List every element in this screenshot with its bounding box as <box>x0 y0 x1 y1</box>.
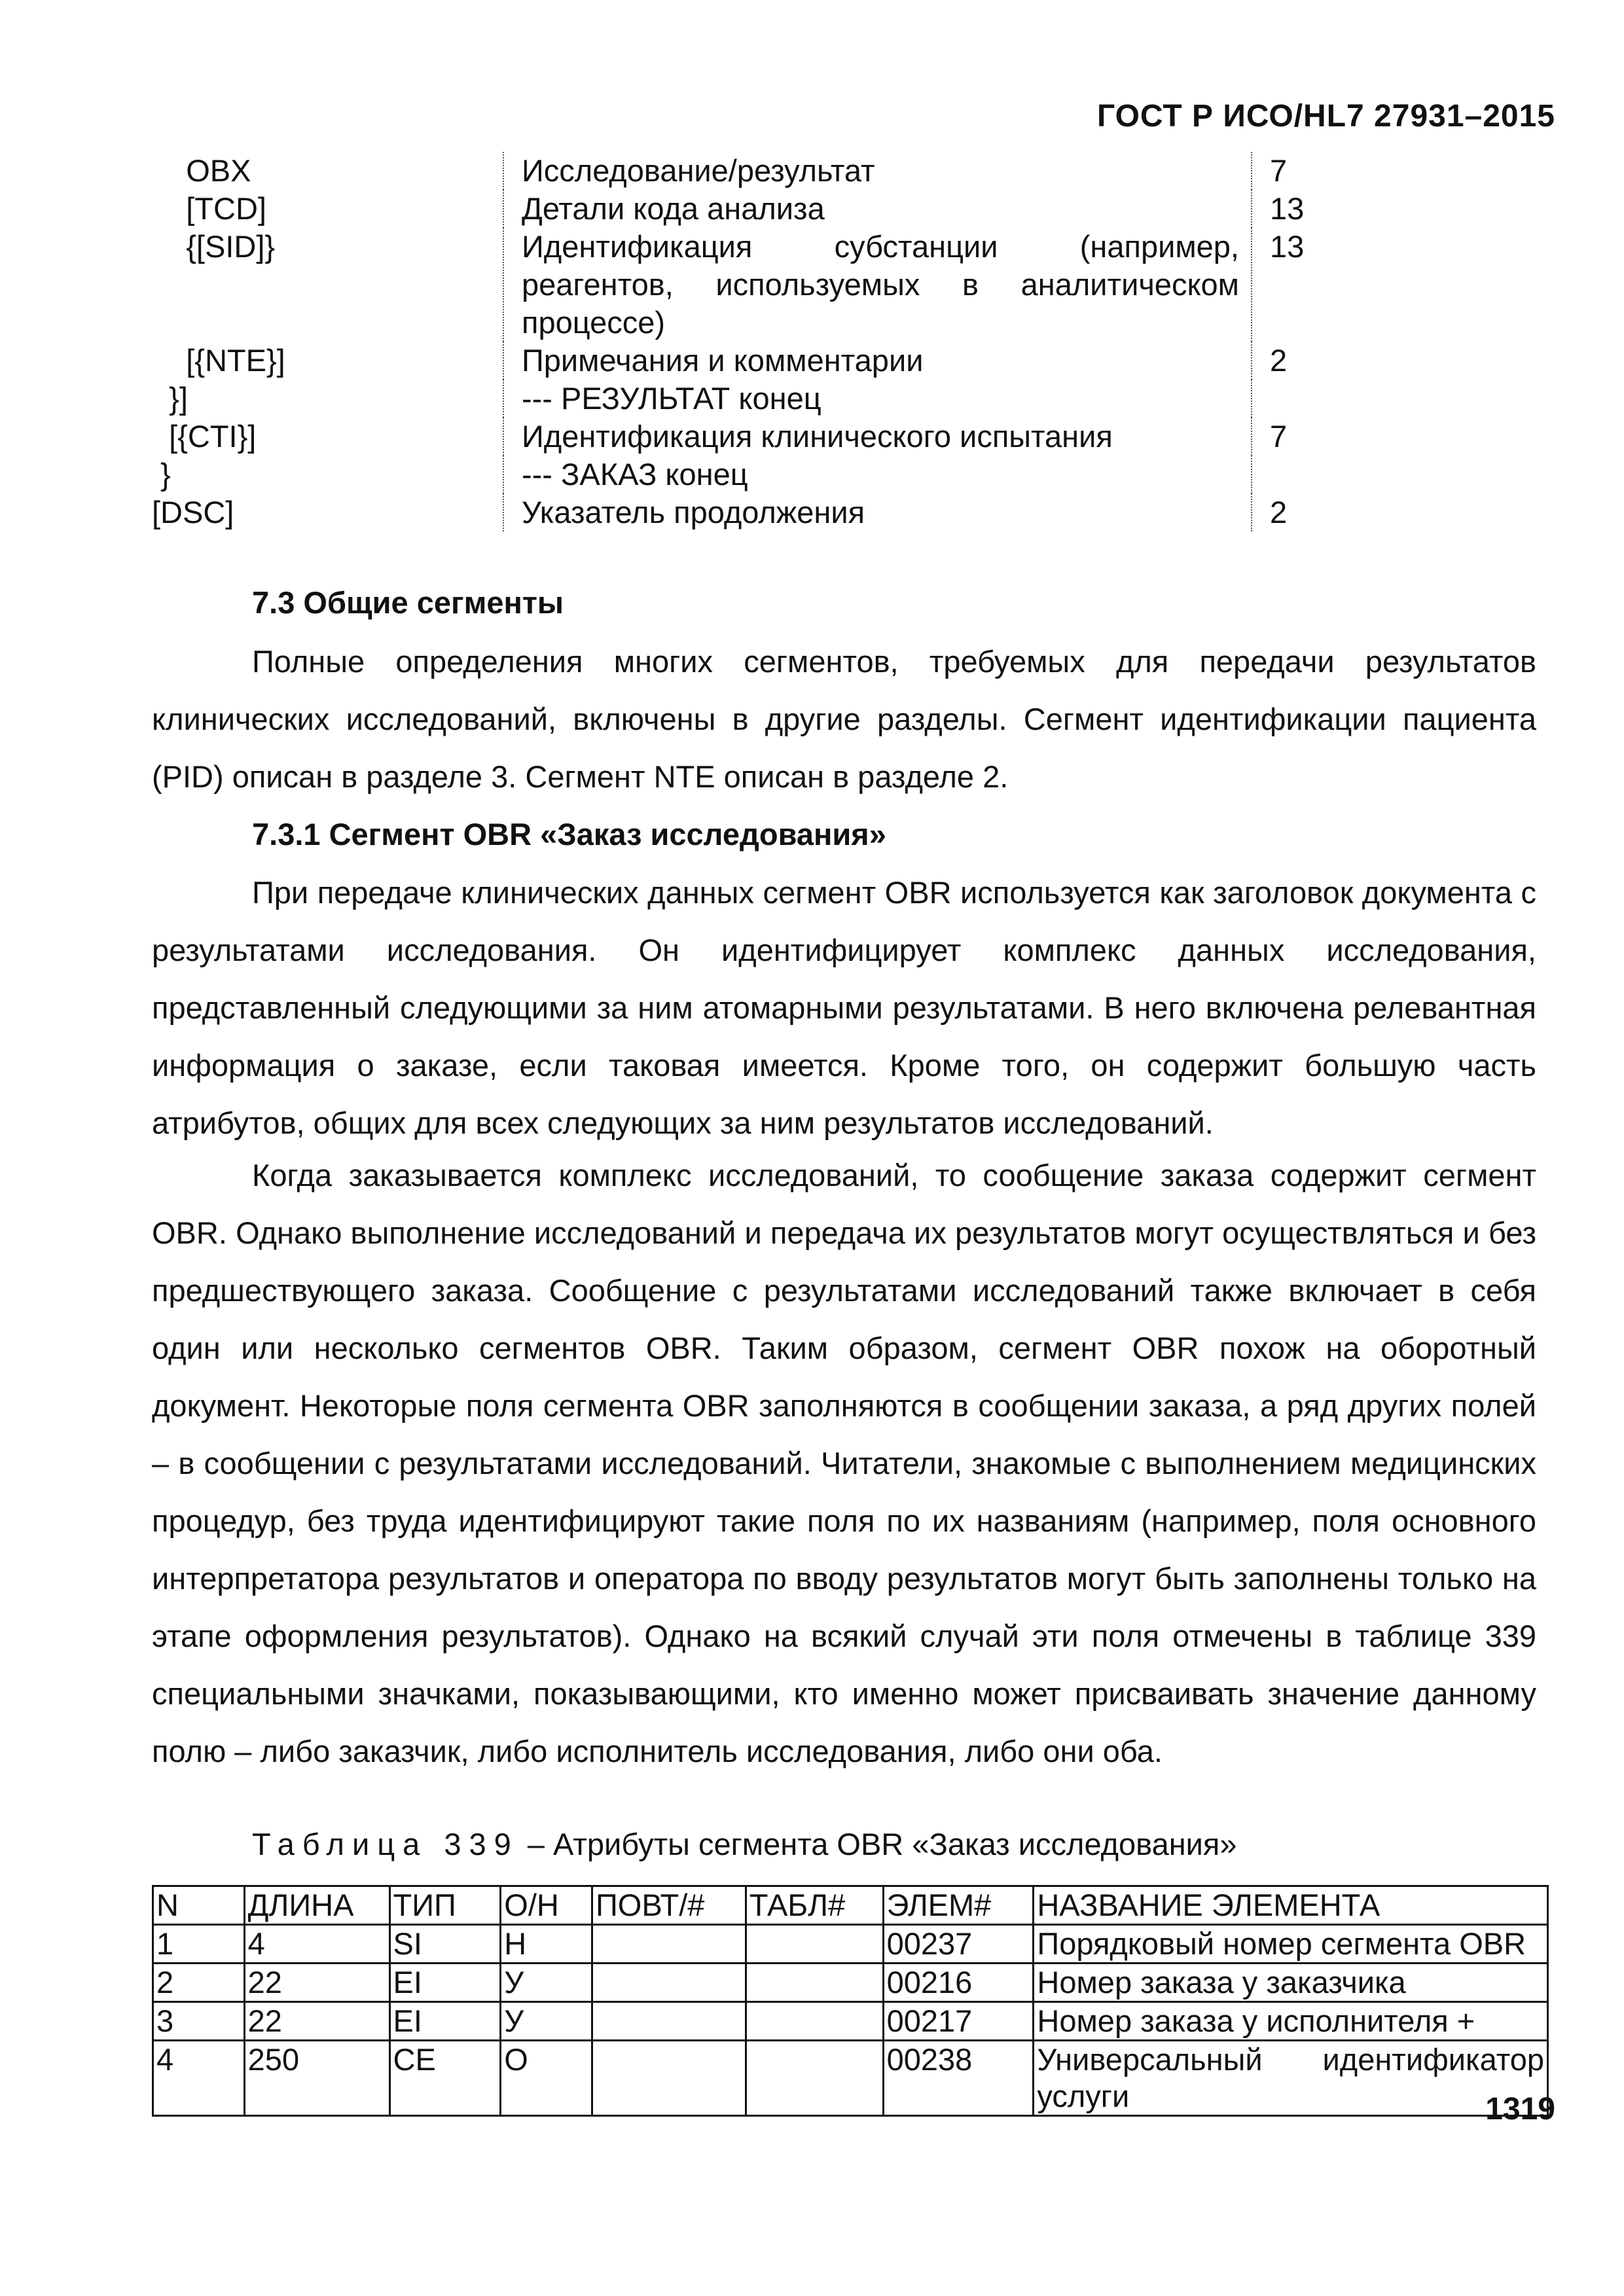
table-caption-label: Таблица 339 <box>252 1827 519 1861</box>
segment-structure-table <box>152 152 1348 531</box>
table-cell: Н <box>501 1925 592 1964</box>
table-cell: У <box>501 2002 592 2041</box>
table-cell <box>746 1925 883 1964</box>
table-cell: 00237 <box>883 1925 1034 1964</box>
table-cell <box>746 1964 883 2002</box>
table-cell: О <box>501 2041 592 2116</box>
column-header: ТИП <box>389 1886 501 1925</box>
segment-section-ref: 13 <box>1252 228 1348 342</box>
segment-description: Указатель продолжения <box>503 493 1252 531</box>
segment-description: --- РЕЗУЛЬТАТ конец <box>503 380 1252 418</box>
table-cell: 00216 <box>883 1964 1034 2002</box>
segment-code: [{CTI}] <box>152 419 257 454</box>
segment-code: OBX <box>152 153 251 188</box>
segment-description: --- ЗАКАЗ конец <box>503 456 1252 493</box>
section-heading-7-3: 7.3 Общие сегменты <box>252 585 564 620</box>
table-row <box>152 190 1348 228</box>
table-cell <box>592 2002 746 2041</box>
column-header: ДЛИНА <box>244 1886 389 1925</box>
table-row <box>152 342 1348 380</box>
page-number: 1319 <box>1485 2092 1555 2126</box>
segment-code: {[SID]} <box>152 229 276 264</box>
table-cell: Универсальный идентификатор услуги <box>1034 2041 1548 2116</box>
table-row <box>152 380 1348 418</box>
segment-description: Идентификация клинического испытания <box>503 418 1252 456</box>
segment-section-ref <box>1252 380 1348 418</box>
segment-code: [DSC] <box>152 495 234 529</box>
table-cell: 3 <box>153 2002 245 2041</box>
table-cell: Номер заказа у исполнителя + <box>1034 2002 1548 2041</box>
segment-section-ref: 2 <box>1252 493 1348 531</box>
obr-attributes-table <box>152 1885 1549 2117</box>
table-cell <box>746 2002 883 2041</box>
table-cell: 4 <box>153 2041 245 2116</box>
table-caption-text: – Атрибуты сегмента OBR «Заказ исследования» <box>518 1827 1237 1861</box>
segment-code: [TCD] <box>152 191 266 226</box>
segment-section-ref: 7 <box>1252 152 1348 190</box>
column-header: N <box>153 1886 245 1925</box>
column-header: О/Н <box>501 1886 592 1925</box>
section-paragraph: Когда заказывается комплекс исследований, то сообщение заказа содержит сегмент OBR. Однако выполнение исследований и передача их результатов могут осуществляться и без предшествующего заказа. Сообщение с результатами исследований также включает в себя один или несколько сегментов OBR. Таким образом, сегмент OBR похож на оборотный документ. Некоторые поля сегмента OBR заполняются в сообщении заказа, а ряд других полей – в сообщении с результатами исследований. Читатели, знакомые с выполнением медицинских процедур, без труда идентифицируют такие поля по их названиям (например, поля основного интерпретатора результатов и оператора по вводу результатов могут быть заполнены только на этапе оформления результатов). Однако на всякий случай эти поля отмечены в таблице 339 специальными значками, показывающими, кто именно может присваивать значение данному полю – либо заказчик, либо исполнитель исследования, либо они оба. <box>152 1158 1536 1768</box>
table-row <box>152 152 1348 190</box>
table-row <box>153 2002 1548 2041</box>
segment-section-ref <box>1252 456 1348 493</box>
segment-code: }] <box>152 381 188 416</box>
segment-description: Примечания и комментарии <box>503 342 1252 380</box>
table-cell: Номер заказа у заказчика <box>1034 1964 1548 2002</box>
table-row <box>152 456 1348 493</box>
table-cell <box>746 2041 883 2116</box>
table-cell: 4 <box>244 1925 389 1964</box>
section-paragraph: Полные определения многих сегментов, требуемых для передачи результатов клинических исследований, включены в другие разделы. Сегмент идентификации пациента (PID) описан в разделе 3. Сегмент NTE описан в разделе 2. <box>152 644 1536 794</box>
section-heading-7-3-1: 7.3.1 Сегмент OBR «Заказ исследования» <box>252 817 886 852</box>
table-cell: 22 <box>244 2002 389 2041</box>
segment-code: } <box>152 457 171 492</box>
column-header: ТАБЛ# <box>746 1886 883 1925</box>
segment-description: Идентификация субстанции (например, реагентов, используемых в аналитическом процессе) <box>503 228 1252 342</box>
table-cell: CE <box>389 2041 501 2116</box>
table-cell: У <box>501 1964 592 2002</box>
table-header-row <box>153 1886 1548 1925</box>
table-row <box>152 418 1348 456</box>
column-header: ЭЛЕМ# <box>883 1886 1034 1925</box>
table-cell: SI <box>389 1925 501 1964</box>
column-header: НАЗВАНИЕ ЭЛЕМЕНТА <box>1034 1886 1548 1925</box>
table-cell: 00217 <box>883 2002 1034 2041</box>
column-header: ПОВТ/# <box>592 1886 746 1925</box>
table-cell: 1 <box>153 1925 245 1964</box>
segment-section-ref: 2 <box>1252 342 1348 380</box>
table-cell: EI <box>389 1964 501 2002</box>
table-row <box>153 1964 1548 2002</box>
table-cell <box>592 1964 746 2002</box>
table-cell: Порядковый номер сегмента OBR <box>1034 1925 1548 1964</box>
section-paragraph: При передаче клинических данных сегмент OBR используется как заголовок документа с результатами исследования. Он идентифицирует комплекс данных исследования, представленный следующими за ним атомарными результатами. В него включена релевантная информация о заказе, если таковая имеется. Кроме того, он содержит большую часть атрибутов, общих для всех следующих за ним результатов исследований. <box>152 875 1536 1140</box>
table-cell: 00238 <box>883 2041 1034 2116</box>
table-caption <box>252 1826 1237 1862</box>
segment-section-ref: 13 <box>1252 190 1348 228</box>
table-cell <box>592 1925 746 1964</box>
table-cell: 250 <box>244 2041 389 2116</box>
table-cell: 2 <box>153 1964 245 2002</box>
table-row <box>152 493 1348 531</box>
table-cell: EI <box>389 2002 501 2041</box>
segment-section-ref: 7 <box>1252 418 1348 456</box>
segment-description: Детали кода анализа <box>503 190 1252 228</box>
table-row <box>153 2041 1548 2116</box>
segment-code: [{NTE}] <box>152 343 285 378</box>
document-header: ГОСТ Р ИСО/HL7 27931–2015 <box>1097 99 1555 134</box>
table-cell <box>592 2041 746 2116</box>
table-row <box>152 228 1348 342</box>
table-row <box>153 1925 1548 1964</box>
segment-description: Исследование/результат <box>503 152 1252 190</box>
table-cell: 22 <box>244 1964 389 2002</box>
